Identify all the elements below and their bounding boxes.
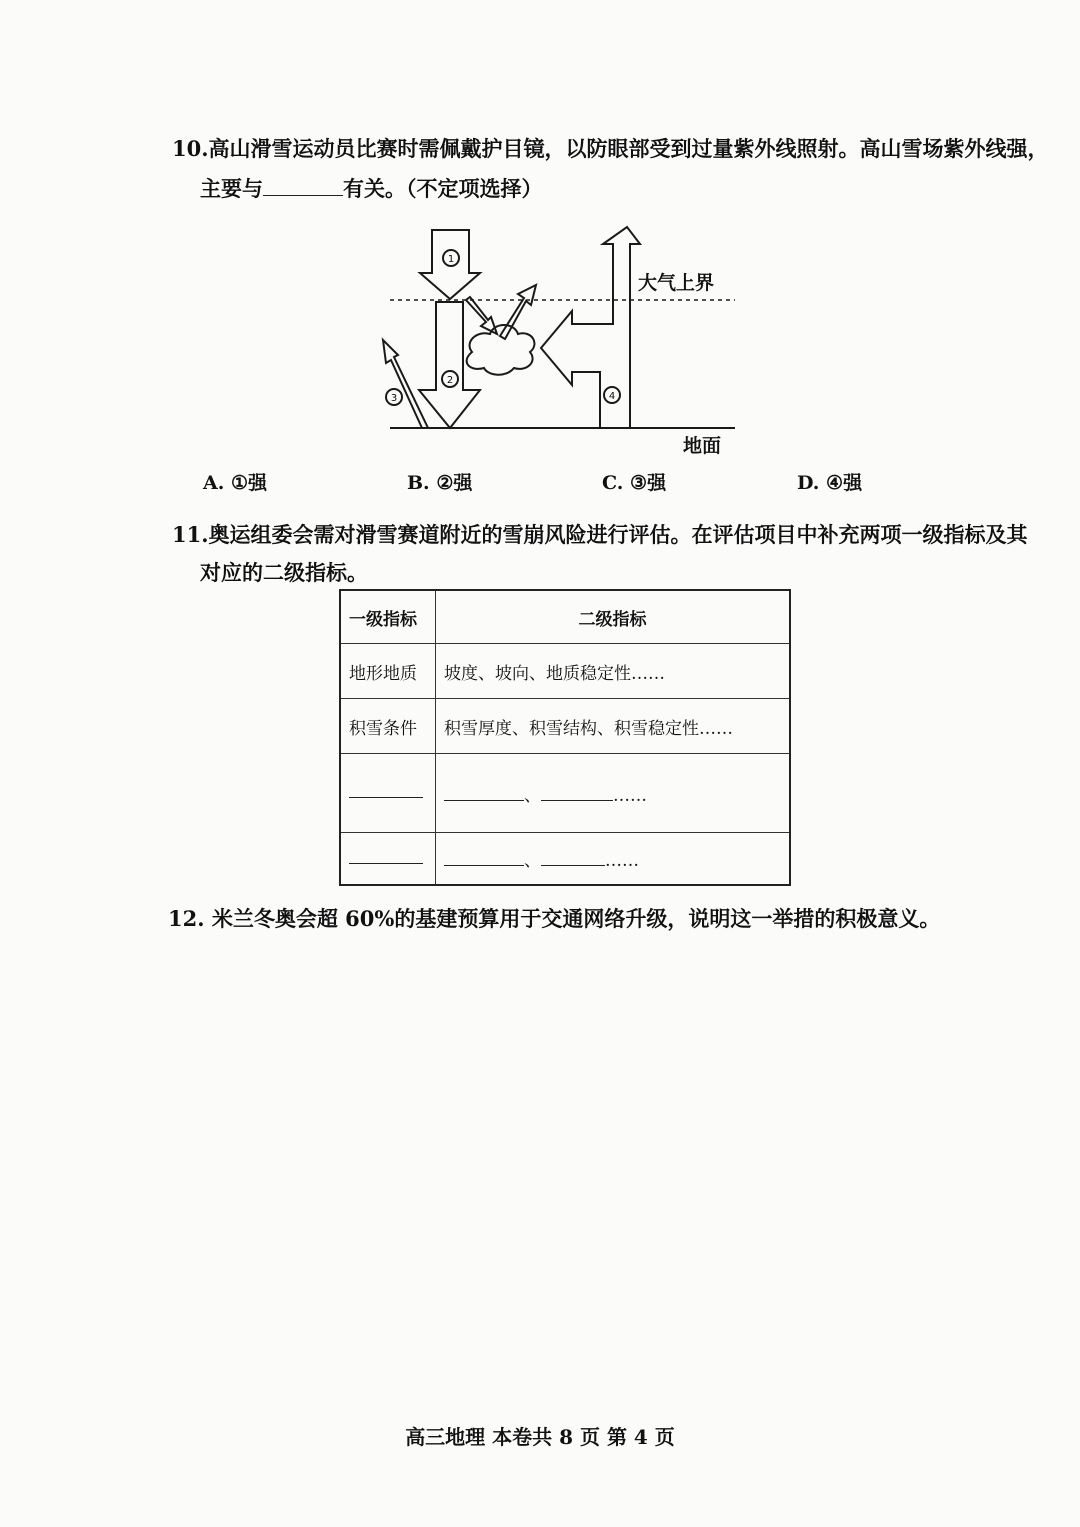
row2-level2: 积雪厚度、积雪结构、积雪稳定性…… <box>436 699 791 754</box>
arrow-4 <box>541 227 640 428</box>
row4-level1-blank[interactable] <box>340 833 436 886</box>
header-level2: 二级指标 <box>436 590 791 644</box>
option-b-letter: B. <box>407 472 430 494</box>
marker-3-label: 3 <box>390 393 398 404</box>
row1-level2: 坡度、坡向、地质稳定性…… <box>436 644 791 699</box>
option-b[interactable] <box>407 468 472 495</box>
table-row-blank <box>340 754 790 833</box>
table-header-row <box>340 590 790 644</box>
arrow-3 <box>383 340 428 428</box>
row3-blank-b[interactable] <box>541 786 613 801</box>
row3-separator: 、 <box>524 785 541 806</box>
q12-line <box>168 906 940 932</box>
row3-level2-blanks[interactable] <box>436 754 791 833</box>
option-d-text: ④强 <box>826 472 863 494</box>
table-row <box>340 644 790 699</box>
marker-2-label: 2 <box>446 375 454 386</box>
row3-blank-a[interactable] <box>444 786 524 801</box>
option-c-text: ③强 <box>630 472 667 494</box>
ground-label: 地面 <box>683 435 722 457</box>
q12-number: 12. <box>168 906 205 931</box>
table-row <box>340 699 790 754</box>
row4-separator: 、 <box>524 851 541 871</box>
row4-blank-b[interactable] <box>541 851 605 866</box>
row1-level1: 地形地质 <box>340 644 436 699</box>
q11-line1 <box>172 522 1028 548</box>
row2-level1: 积雪条件 <box>340 699 436 754</box>
q11-stem-cont: 对应的二级指标。 <box>200 560 368 585</box>
option-b-text: ②强 <box>436 472 473 494</box>
indicator-table <box>339 589 791 886</box>
radiation-diagram <box>0 0 1080 520</box>
option-c-letter: C. <box>602 472 624 494</box>
row4-blank-a[interactable] <box>444 851 524 866</box>
q11-stem: 奥运组委会需对滑雪赛道附近的雪崩风险进行评估。在评估项目中补充两项一级指标及其 <box>208 522 1028 547</box>
option-c[interactable] <box>602 468 666 495</box>
cloud <box>467 325 535 375</box>
q11-number: 11. <box>172 522 209 547</box>
arrow-2 <box>419 302 480 428</box>
option-d[interactable] <box>797 468 862 495</box>
row4-level2-blanks[interactable] <box>436 833 791 886</box>
q12-stem: 米兰冬奥会超 60%的基建预算用于交通网络升级，说明这一举措的积极意义。 <box>211 906 941 931</box>
marker-1-label: 1 <box>447 254 455 265</box>
q10-number: 10. <box>172 136 209 161</box>
option-d-letter: D. <box>797 472 820 494</box>
option-a[interactable] <box>203 468 267 495</box>
reflect-arrow-up <box>500 285 536 339</box>
row3-ellipsis: …… <box>613 785 647 806</box>
row3-level1-blank[interactable] <box>340 754 436 833</box>
q10-stem-suffix: 有关。（不定项选择） <box>343 176 543 201</box>
page-footer: 高三地理 本卷共 8 页 第 4 页 <box>405 1425 675 1449</box>
option-a-text: ①强 <box>230 472 268 494</box>
atmosphere-top-label: 大气上界 <box>638 272 715 294</box>
q10-stem: 高山滑雪运动员比赛时需佩戴护目镜，以防眼部受到过量紫外线照射。高山雪场紫外线强， <box>208 136 1049 161</box>
q10-stem-prefix: 主要与 <box>200 176 263 201</box>
q11-line2 <box>200 560 368 586</box>
table-row-blank <box>340 833 790 886</box>
header-level1: 一级指标 <box>340 590 436 644</box>
option-a-letter: A. <box>203 472 225 494</box>
marker-4-label: 4 <box>608 391 616 402</box>
row4-ellipsis: …… <box>605 851 639 871</box>
